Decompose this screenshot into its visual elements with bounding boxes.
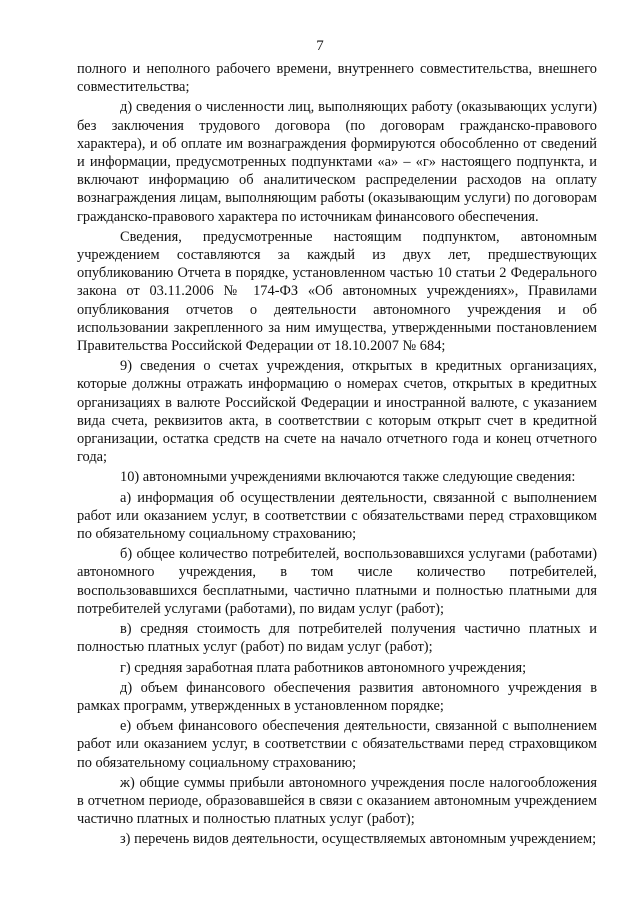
paragraph: г) средняя заработная плата работников автономного учреждения; [120,659,527,676]
paragraph: Сведения, предусмотренные настоящим подпунктом, автономным учреждением составляются за каждый из двух лет, предшествующих опубликованию Отчета в порядке, установленном частью 10 статьи 2 Федерального закона от 03.11.2006 № 174-ФЗ «Об автономных учреждениях», Правилами опубликования отчетов о деятельности автономного учреждения и об использовании закрепленного за ним имущества, утвержденными постановлением Правительства Российской Федерации от 18.10.2007 № 684; [77,228,597,355]
page-number: 7 [316,38,324,54]
paragraph: а) информация об осуществлении деятельности, связанной с выполнением работ или оказанием услуг, в соответствии с обязательствами перед страховщиком по обязательному социальному страхованию; [77,489,597,543]
document-body [77,60,597,849]
paragraph: полного и неполного рабочего времени, внутреннего совместительства, внешнего совместительства; [77,61,597,96]
paragraph: д) объем финансового обеспечения развития автономного учреждения в рамках программ, утвержденных в установленном порядке; [77,679,597,714]
paragraph: б) общее количество потребителей, воспользовавшихся услугами (работами) автономного учреждения, в том числе количество потребителей, воспользовавшихся бесплатными, частично платными и полностью платными для потребителей услугами (работами), по видам услуг (работ); [77,546,597,617]
paragraph: ж) общие суммы прибыли автономного учреждения после налогообложения в отчетном периоде, образовавшейся в связи с оказанием автономным учреждением частично платных и полностью платных услуг (работ); [77,774,597,828]
paragraph: 9) сведения о счетах учреждения, открытых в кредитных организациях, которые должны отражать информацию о номерах счетов, открытых в кредитных организациях в валюте Российской Федерации и иностранной валюте, с указанием вида счета, реквизитов акта, в соответствии с которым открыт счет в кредитной организации, остатка средств на счете на начало отчетного года и конец отчетного года; [77,358,597,466]
paragraph: д) сведения о численности лиц, выполняющих работу (оказывающих услуги) без заключения трудового договора (по договорам гражданско-правового характера), и об оплате им вознаграждения формируются обособленно от сведений и информации, предусмотренных подпунктами «а» – «г» настоящего подпункта, и включают информацию об аналитическом распределении расходов на оплату вознаграждения лицам, выполняющим работы (оказывающим услуги) по договорам гражданско-правового характера по источникам финансового обеспечения. [77,99,597,225]
paragraph: в) средняя стоимость для потребителей получения частично платных и полностью платных услуг (работ) по видам услуг (работ); [77,621,597,656]
paragraph: з) перечень видов деятельности, осуществляемых автономным учреждением; [120,831,597,848]
paragraph: е) объем финансового обеспечения деятельности, связанной с выполнением работ или оказанием услуг, в соответствии с обязательствами перед страховщиком по обязательному социальному страхованию; [77,718,597,771]
paragraph: 10) автономными учреждениями включаются также следующие сведения: [120,469,576,486]
